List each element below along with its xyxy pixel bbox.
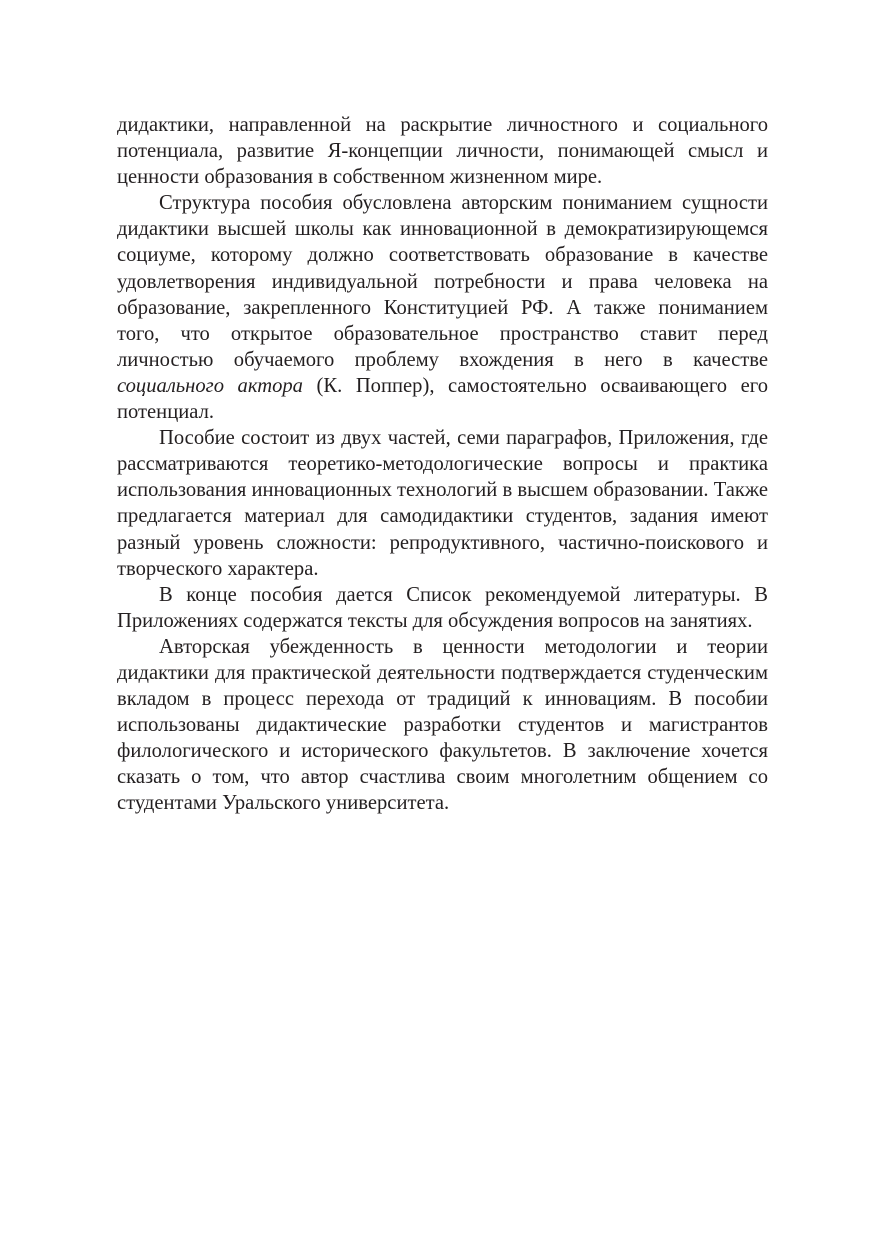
page-body	[117, 112, 768, 817]
paragraph-2-text-before: Структура пособия обусловлена авторским пониманием сущности дидактики высшей школы как инновационной в демократизирующемся социуме, которому должно соответствовать образование в качестве удовлетворения индивидуальной потребности и права человека на образование, закрепленного Конституцией РФ. А также пониманием того, что открытое образовательное пространство ставит перед личностью обучаемого проблему вхождения в него в качестве	[117, 192, 768, 371]
paragraph-4: В конце пособия дается Список рекомендуемой литературы. В Приложениях содержатся тексты для обсуждения вопросов на занятиях.	[117, 583, 768, 632]
paragraph-2-text-after: (К. Поппер), самостоятельно осваивающего его потенциал.	[117, 374, 768, 424]
paragraph-1: дидактики, направленной на раскрытие личностного и социального потенциала, развитие Я-концепции личности, понимающей смысл и ценности образования в собственном жизненном мире.	[117, 114, 768, 189]
paragraph-2-emphasis: социального актора	[117, 374, 303, 397]
paragraph-2	[117, 190, 768, 425]
paragraph-3: Пособие состоит из двух частей, семи параграфов, Приложения, где рассматриваются теоретико-методологические вопросы и практика использования инновационных технологий в высшем образовании. Также предлагается материал для самодидактики студентов, задания имеют разный уровень сложности: репродуктивного, частично-поискового и творческого характера.	[117, 427, 769, 580]
paragraph-5: Авторская убежденность в ценности методологии и теории дидактики для практической деятельности подтверждается студенческим вкладом в процесс перехода от традиций к инновациям. В пособии использованы дидактические разработки студентов и магистрантов филологического и исторического факультетов. В заключение хочется сказать о том, что автор счастлива своим многолетним общением со студентами Уральского университета.	[117, 635, 768, 815]
